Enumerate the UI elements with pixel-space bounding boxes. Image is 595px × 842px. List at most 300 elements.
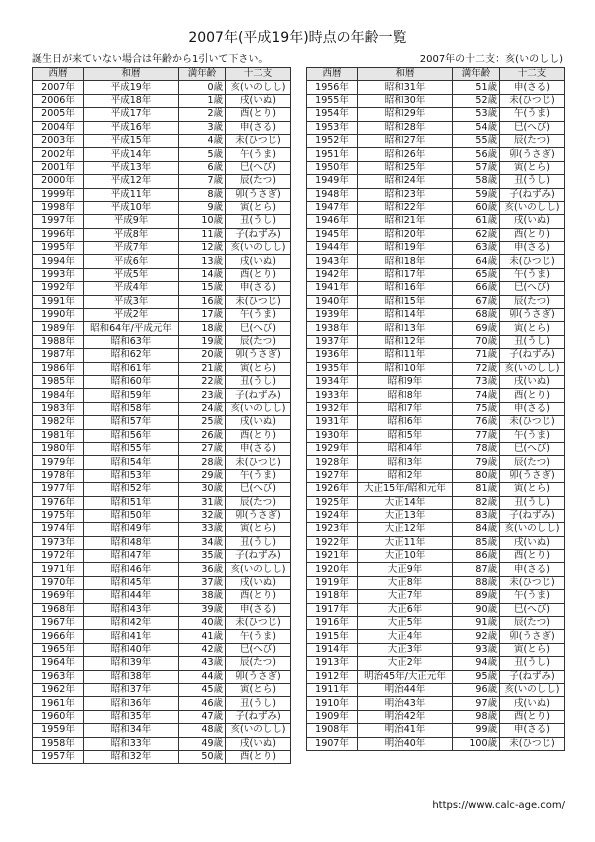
- table-row: [307, 576, 565, 589]
- seireki-cell: 1953年: [307, 121, 358, 134]
- table-row: [307, 108, 565, 121]
- table-row: [307, 188, 565, 201]
- age-cell: 82歳: [453, 496, 500, 509]
- wareki-cell: 平成5年: [84, 268, 179, 281]
- age-cell: 54歳: [453, 121, 500, 134]
- seireki-cell: 1910年: [307, 697, 358, 710]
- seireki-cell: 2001年: [33, 161, 84, 174]
- eto-cell: 酉(とり): [226, 750, 291, 763]
- age-cell: 29歳: [179, 469, 226, 482]
- wareki-cell: 明治42年: [358, 710, 453, 723]
- age-cell: 8歳: [179, 188, 226, 201]
- seireki-cell: 1970年: [33, 576, 84, 589]
- wareki-cell: 昭和38年: [84, 670, 179, 683]
- seireki-cell: 1993年: [33, 268, 84, 281]
- wareki-cell: 平成2年: [84, 309, 179, 322]
- wareki-cell: 大正12年: [358, 523, 453, 536]
- eto-cell: 亥(いのしし): [500, 523, 565, 536]
- table-row: [307, 710, 565, 723]
- age-cell: 47歳: [179, 710, 226, 723]
- eto-cell: 卯(うさぎ): [500, 309, 565, 322]
- eto-cell: 巳(へび): [226, 483, 291, 496]
- wareki-cell: 大正8年: [358, 576, 453, 589]
- wareki-cell: 昭和4年: [358, 442, 453, 455]
- wareki-cell: 昭和35年: [84, 710, 179, 723]
- seireki-cell: 1947年: [307, 201, 358, 214]
- age-cell: 86歳: [453, 550, 500, 563]
- seireki-cell: 1968年: [33, 603, 84, 616]
- seireki-cell: 1951年: [307, 148, 358, 161]
- eto-cell: 申(さる): [226, 282, 291, 295]
- eto-cell: 申(さる): [500, 402, 565, 415]
- wareki-cell: 明治40年: [358, 737, 453, 750]
- wareki-cell: 明治41年: [358, 724, 453, 737]
- table-row: [33, 483, 291, 496]
- seireki-cell: 1941年: [307, 282, 358, 295]
- age-cell: 12歳: [179, 242, 226, 255]
- table-row: [33, 590, 291, 603]
- wareki-cell: 昭和25年: [358, 161, 453, 174]
- table-row: [307, 697, 565, 710]
- age-cell: 58歳: [453, 175, 500, 188]
- wareki-cell: 昭和63年: [84, 335, 179, 348]
- age-cell: 90歳: [453, 603, 500, 616]
- eto-cell: 未(ひつじ): [500, 94, 565, 107]
- age-cell: 23歳: [179, 389, 226, 402]
- header-age: 満年齢: [179, 68, 226, 81]
- eto-cell: 戌(いぬ): [500, 215, 565, 228]
- table-row: [33, 750, 291, 763]
- eto-cell: 亥(いのしし): [500, 201, 565, 214]
- eto-cell: 卯(うさぎ): [226, 670, 291, 683]
- seireki-cell: 1969年: [33, 590, 84, 603]
- eto-cell: 丑(うし): [500, 335, 565, 348]
- seireki-cell: 1965年: [33, 643, 84, 656]
- table-row: [33, 322, 291, 335]
- eto-cell: 戌(いぬ): [500, 697, 565, 710]
- seireki-cell: 1924年: [307, 509, 358, 522]
- seireki-cell: 1981年: [33, 429, 84, 442]
- table-row: [33, 148, 291, 161]
- age-cell: 15歳: [179, 282, 226, 295]
- seireki-cell: 1934年: [307, 375, 358, 388]
- eto-cell: 午(うま): [500, 268, 565, 281]
- table-header-row: [307, 68, 565, 81]
- table-row: [33, 442, 291, 455]
- eto-cell: 巳(へび): [226, 161, 291, 174]
- table-row: [307, 402, 565, 415]
- eto-cell: 寅(とら): [500, 483, 565, 496]
- eto-cell: 卯(うさぎ): [226, 188, 291, 201]
- table-row: [33, 670, 291, 683]
- table-row: [33, 603, 291, 616]
- age-cell: 71歳: [453, 349, 500, 362]
- age-cell: 51歳: [453, 81, 500, 94]
- age-cell: 63歳: [453, 242, 500, 255]
- eto-cell: 子(ねずみ): [500, 188, 565, 201]
- age-cell: 93歳: [453, 643, 500, 656]
- table-row: [307, 335, 565, 348]
- table-row: [33, 349, 291, 362]
- header-age: 満年齢: [453, 68, 500, 81]
- header-wareki: 和暦: [358, 68, 453, 81]
- wareki-cell: 平成7年: [84, 242, 179, 255]
- table-row: [307, 295, 565, 308]
- eto-cell: 巳(へび): [500, 282, 565, 295]
- wareki-cell: 大正2年: [358, 657, 453, 670]
- table-row: [33, 295, 291, 308]
- seireki-cell: 1975年: [33, 509, 84, 522]
- table-row: [307, 148, 565, 161]
- table-row: [307, 362, 565, 375]
- eto-cell: 未(ひつじ): [500, 737, 565, 750]
- eto-cell: 寅(とら): [226, 362, 291, 375]
- table-row: [307, 724, 565, 737]
- age-cell: 52歳: [453, 94, 500, 107]
- age-cell: 65歳: [453, 268, 500, 281]
- age-cell: 21歳: [179, 362, 226, 375]
- eto-cell: 辰(たつ): [226, 335, 291, 348]
- table-row: [307, 134, 565, 147]
- age-cell: 56歳: [453, 148, 500, 161]
- table-row: [307, 550, 565, 563]
- seireki-cell: 1956年: [307, 81, 358, 94]
- table-row: [33, 94, 291, 107]
- eto-cell: 子(ねずみ): [500, 509, 565, 522]
- eto-cell: 寅(とら): [500, 643, 565, 656]
- seireki-cell: 1920年: [307, 563, 358, 576]
- eto-cell: 亥(いのしし): [226, 242, 291, 255]
- age-cell: 5歳: [179, 148, 226, 161]
- age-cell: 14歳: [179, 268, 226, 281]
- table-row: [33, 576, 291, 589]
- table-row: [307, 563, 565, 576]
- age-cell: 1歳: [179, 94, 226, 107]
- age-cell: 87歳: [453, 563, 500, 576]
- seireki-cell: 1982年: [33, 416, 84, 429]
- table-row: [307, 121, 565, 134]
- seireki-cell: 1986年: [33, 362, 84, 375]
- table-row: [307, 255, 565, 268]
- seireki-cell: 1971年: [33, 563, 84, 576]
- eto-cell: 辰(たつ): [500, 456, 565, 469]
- eto-cell: 未(ひつじ): [226, 295, 291, 308]
- eto-cell: 酉(とり): [500, 550, 565, 563]
- wareki-cell: 平成16年: [84, 121, 179, 134]
- seireki-cell: 1948年: [307, 188, 358, 201]
- seireki-cell: 1928年: [307, 456, 358, 469]
- wareki-cell: 昭和24年: [358, 175, 453, 188]
- wareki-cell: 昭和5年: [358, 429, 453, 442]
- seireki-cell: 1916年: [307, 617, 358, 630]
- seireki-cell: 1935年: [307, 362, 358, 375]
- age-cell: 61歳: [453, 215, 500, 228]
- eto-cell: 卯(うさぎ): [500, 469, 565, 482]
- table-row: [33, 389, 291, 402]
- age-cell: 17歳: [179, 309, 226, 322]
- table-row: [33, 563, 291, 576]
- age-cell: 19歳: [179, 335, 226, 348]
- wareki-cell: 昭和20年: [358, 228, 453, 241]
- age-cell: 49歳: [179, 737, 226, 750]
- table-row: [307, 282, 565, 295]
- eto-cell: 寅(とら): [500, 161, 565, 174]
- seireki-cell: 1995年: [33, 242, 84, 255]
- eto-cell: 辰(たつ): [226, 496, 291, 509]
- seireki-cell: 1939年: [307, 309, 358, 322]
- eto-cell: 亥(いのしし): [500, 683, 565, 696]
- wareki-cell: 昭和43年: [84, 603, 179, 616]
- wareki-cell: 昭和3年: [358, 456, 453, 469]
- seireki-cell: 1987年: [33, 349, 84, 362]
- wareki-cell: 昭和27年: [358, 134, 453, 147]
- age-cell: 96歳: [453, 683, 500, 696]
- table-row: [33, 509, 291, 522]
- seireki-cell: 1907年: [307, 737, 358, 750]
- table-row: [33, 309, 291, 322]
- wareki-cell: 大正3年: [358, 643, 453, 656]
- eto-cell: 丑(うし): [226, 215, 291, 228]
- table-row: [307, 81, 565, 94]
- eto-cell: 巳(へび): [500, 603, 565, 616]
- table-row: [33, 416, 291, 429]
- wareki-cell: 昭和33年: [84, 737, 179, 750]
- wareki-cell: 昭和46年: [84, 563, 179, 576]
- seireki-cell: 1943年: [307, 255, 358, 268]
- table-row: [307, 469, 565, 482]
- age-cell: 83歳: [453, 509, 500, 522]
- table-row: [33, 496, 291, 509]
- seireki-cell: 2005年: [33, 108, 84, 121]
- seireki-cell: 2007年: [33, 81, 84, 94]
- wareki-cell: 平成6年: [84, 255, 179, 268]
- age-cell: 13歳: [179, 255, 226, 268]
- age-cell: 3歳: [179, 121, 226, 134]
- wareki-cell: 昭和29年: [358, 108, 453, 121]
- wareki-cell: 昭和31年: [358, 81, 453, 94]
- age-cell: 89歳: [453, 590, 500, 603]
- eto-cell: 巳(へび): [226, 643, 291, 656]
- eto-cell: 申(さる): [500, 81, 565, 94]
- age-cell: 79歳: [453, 456, 500, 469]
- wareki-cell: 大正5年: [358, 617, 453, 630]
- eto-cell: 子(ねずみ): [226, 710, 291, 723]
- table-row: [33, 134, 291, 147]
- table-row: [307, 268, 565, 281]
- eto-cell: 寅(とら): [226, 523, 291, 536]
- eto-cell: 酉(とり): [500, 710, 565, 723]
- age-cell: 32歳: [179, 509, 226, 522]
- age-cell: 33歳: [179, 523, 226, 536]
- wareki-cell: 平成13年: [84, 161, 179, 174]
- table-row: [33, 429, 291, 442]
- wareki-cell: 平成15年: [84, 134, 179, 147]
- wareki-cell: 昭和60年: [84, 375, 179, 388]
- eto-cell: 丑(うし): [226, 536, 291, 549]
- seireki-cell: 1967年: [33, 617, 84, 630]
- wareki-cell: 昭和32年: [84, 750, 179, 763]
- eto-cell: 午(うま): [500, 429, 565, 442]
- age-cell: 41歳: [179, 630, 226, 643]
- eto-cell: 戌(いぬ): [226, 255, 291, 268]
- seireki-cell: 1994年: [33, 255, 84, 268]
- table-body: [33, 81, 291, 764]
- wareki-cell: 昭和10年: [358, 362, 453, 375]
- age-cell: 35歳: [179, 550, 226, 563]
- wareki-cell: 昭和44年: [84, 590, 179, 603]
- wareki-cell: 昭和59年: [84, 389, 179, 402]
- age-cell: 75歳: [453, 402, 500, 415]
- eto-cell: 寅(とら): [226, 683, 291, 696]
- seireki-cell: 1990年: [33, 309, 84, 322]
- age-cell: 69歳: [453, 322, 500, 335]
- seireki-cell: 1933年: [307, 389, 358, 402]
- seireki-cell: 1931年: [307, 416, 358, 429]
- table-row: [307, 375, 565, 388]
- zodiac-note: 2007年の十二支：亥(いのしし): [419, 54, 563, 65]
- eto-cell: 丑(うし): [500, 657, 565, 670]
- wareki-cell: 大正14年: [358, 496, 453, 509]
- table-row: [307, 523, 565, 536]
- wareki-cell: 昭和55年: [84, 442, 179, 455]
- seireki-cell: 1964年: [33, 657, 84, 670]
- table-row: [307, 322, 565, 335]
- age-cell: 92歳: [453, 630, 500, 643]
- age-cell: 68歳: [453, 309, 500, 322]
- wareki-cell: 昭和48年: [84, 536, 179, 549]
- age-cell: 77歳: [453, 429, 500, 442]
- seireki-cell: 1976年: [33, 496, 84, 509]
- eto-cell: 戌(いぬ): [500, 375, 565, 388]
- table-row: [307, 590, 565, 603]
- wareki-cell: 平成14年: [84, 148, 179, 161]
- table-row: [33, 201, 291, 214]
- table-row: [307, 94, 565, 107]
- seireki-cell: 1977年: [33, 483, 84, 496]
- wareki-cell: 昭和37年: [84, 683, 179, 696]
- seireki-cell: 1921年: [307, 550, 358, 563]
- wareki-cell: 大正9年: [358, 563, 453, 576]
- wareki-cell: 昭和40年: [84, 643, 179, 656]
- age-cell: 46歳: [179, 697, 226, 710]
- page-title: 2007年(平成19年)時点の年齢一覧: [188, 30, 407, 46]
- wareki-cell: 昭和16年: [358, 282, 453, 295]
- table-row: [307, 603, 565, 616]
- wareki-cell: 明治45年/大正元年: [358, 670, 453, 683]
- wareki-cell: 昭和54年: [84, 456, 179, 469]
- eto-cell: 午(うま): [226, 630, 291, 643]
- header-seireki: 西暦: [307, 68, 358, 81]
- age-cell: 31歳: [179, 496, 226, 509]
- age-cell: 73歳: [453, 375, 500, 388]
- age-cell: 76歳: [453, 416, 500, 429]
- seireki-cell: 1988年: [33, 335, 84, 348]
- eto-cell: 辰(たつ): [226, 175, 291, 188]
- age-cell: 2歳: [179, 108, 226, 121]
- table-row: [307, 536, 565, 549]
- seireki-cell: 1972年: [33, 550, 84, 563]
- seireki-cell: 2006年: [33, 94, 84, 107]
- eto-cell: 巳(へび): [500, 442, 565, 455]
- age-cell: 55歳: [453, 134, 500, 147]
- seireki-cell: 1946年: [307, 215, 358, 228]
- wareki-cell: 大正4年: [358, 630, 453, 643]
- eto-cell: 亥(いのしし): [226, 724, 291, 737]
- wareki-cell: 昭和12年: [358, 335, 453, 348]
- table-row: [33, 121, 291, 134]
- table-row: [33, 375, 291, 388]
- seireki-cell: 1998年: [33, 201, 84, 214]
- seireki-cell: 1996年: [33, 228, 84, 241]
- eto-cell: 戌(いぬ): [226, 94, 291, 107]
- table-row: [33, 469, 291, 482]
- wareki-cell: 明治43年: [358, 697, 453, 710]
- wareki-cell: 昭和62年: [84, 349, 179, 362]
- wareki-cell: 平成12年: [84, 175, 179, 188]
- wareki-cell: 昭和18年: [358, 255, 453, 268]
- seireki-cell: 2003年: [33, 134, 84, 147]
- wareki-cell: 昭和52年: [84, 483, 179, 496]
- table-row: [307, 349, 565, 362]
- age-cell: 27歳: [179, 442, 226, 455]
- wareki-cell: 大正13年: [358, 509, 453, 522]
- seireki-cell: 1918年: [307, 590, 358, 603]
- birthday-note: 誕生日が来ていない場合は年齢から1引いて下さい。: [32, 54, 269, 65]
- age-cell: 10歳: [179, 215, 226, 228]
- table-header-row: [33, 68, 291, 81]
- age-cell: 100歳: [453, 737, 500, 750]
- age-cell: 22歳: [179, 375, 226, 388]
- eto-cell: 午(うま): [226, 148, 291, 161]
- eto-cell: 卯(うさぎ): [226, 509, 291, 522]
- eto-cell: 申(さる): [226, 121, 291, 134]
- seireki-cell: 1929年: [307, 442, 358, 455]
- wareki-cell: 明治44年: [358, 683, 453, 696]
- eto-cell: 巳(へび): [226, 322, 291, 335]
- age-cell: 53歳: [453, 108, 500, 121]
- wareki-cell: 大正6年: [358, 603, 453, 616]
- seireki-cell: 1954年: [307, 108, 358, 121]
- age-cell: 80歳: [453, 469, 500, 482]
- wareki-cell: 昭和23年: [358, 188, 453, 201]
- eto-cell: 未(ひつじ): [500, 576, 565, 589]
- seireki-cell: 1989年: [33, 322, 84, 335]
- eto-cell: 申(さる): [500, 724, 565, 737]
- seireki-cell: 1963年: [33, 670, 84, 683]
- seireki-cell: 2000年: [33, 175, 84, 188]
- table-row: [307, 657, 565, 670]
- age-cell: 57歳: [453, 161, 500, 174]
- wareki-cell: 昭和14年: [358, 309, 453, 322]
- age-cell: 48歳: [179, 724, 226, 737]
- age-cell: 39歳: [179, 603, 226, 616]
- header-eto: 十二支: [226, 68, 291, 81]
- eto-cell: 午(うま): [226, 309, 291, 322]
- wareki-cell: 平成4年: [84, 282, 179, 295]
- seireki-cell: 1913年: [307, 657, 358, 670]
- seireki-cell: 1955年: [307, 94, 358, 107]
- table-row: [33, 188, 291, 201]
- wareki-cell: 昭和13年: [358, 322, 453, 335]
- eto-cell: 戌(いぬ): [226, 576, 291, 589]
- site-url[interactable]: https://www.calc-age.com/: [432, 800, 565, 811]
- seireki-cell: 1974年: [33, 523, 84, 536]
- table-row: [307, 215, 565, 228]
- table-row: [307, 429, 565, 442]
- seireki-cell: 1925年: [307, 496, 358, 509]
- table-row: [307, 456, 565, 469]
- eto-cell: 戌(いぬ): [226, 737, 291, 750]
